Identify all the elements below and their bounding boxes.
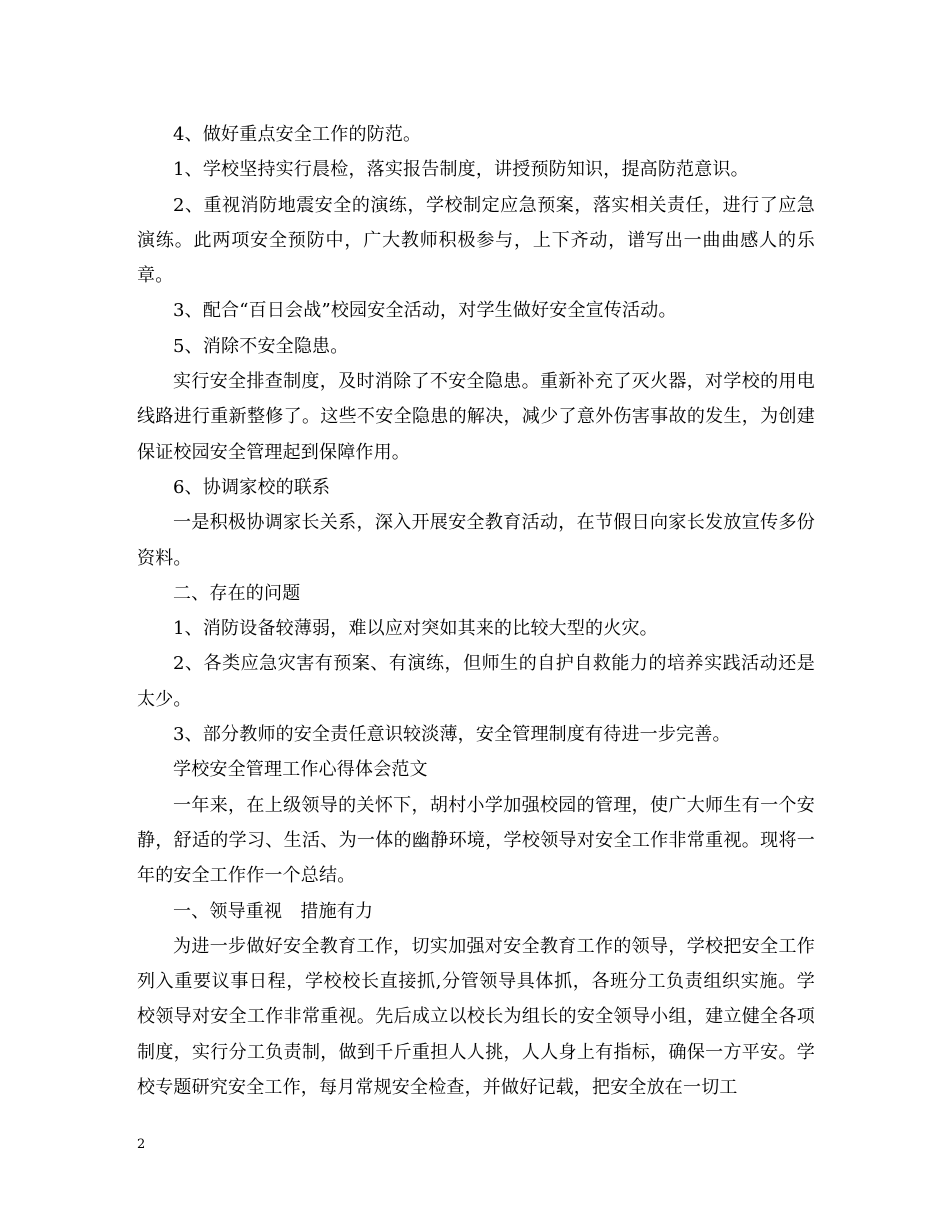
paragraph: 为进一步做好安全教育工作，切实加强对安全教育工作的领导，学校把安全工作列入重要议事日程，学校校长直接抓,分管领导具体抓，各班分工负责组织实施。学校领导对安全工作非常重视。先后成立以校长为组长的安全领导小组，建立健全各项制度，实行分工负责制，做到千斤重担人人挑，人人身上有指标，确保一方平安。学校专题研究安全工作，每月常规安全检查，并做好记载，把安全放在一切工 bbox=[137, 935, 815, 1099]
paragraph: 一是积极协调家长关系，深入开展安全教育活动，在节假日向家长发放宣传多份资料。 bbox=[137, 512, 815, 569]
paragraph: 2、各类应急灾害有预案、有演练，但师生的自护自救能力的培养实践活动还是太少。 bbox=[137, 653, 815, 710]
paragraph: 3、部分教师的安全责任意识较淡薄，安全管理制度有待进一步完善。 bbox=[173, 724, 731, 746]
paragraph: 6、协调家校的联系 bbox=[173, 476, 331, 498]
paragraph: 1、消防设备较薄弱，难以应对突如其来的比较大型的火灾。 bbox=[173, 618, 658, 640]
document-title: 学校安全管理工作心得体会范文 bbox=[173, 759, 428, 781]
paragraph: 2、重视消防地震安全的演练，学校制定应急预案，落实相关责任，进行了应急演练。此两项安全预防中，广大教师积极参与，上下齐动，谱写出一曲曲感人的乐章。 bbox=[137, 194, 815, 287]
paragraph: 1、学校坚持实行晨检，落实报告制度，讲授预防知识，提高防范意识。 bbox=[173, 159, 749, 181]
page-number: 2 bbox=[137, 1137, 146, 1152]
paragraph: 5、消除不安全隐患。 bbox=[173, 335, 349, 357]
paragraph: 3、配合“百日会战”校园安全活动，对学生做好安全宣传活动。 bbox=[173, 300, 677, 322]
section-heading: 一、领导重视 措施有力 bbox=[173, 900, 374, 922]
document-body bbox=[137, 117, 815, 1105]
section-heading: 二、存在的问题 bbox=[173, 582, 301, 604]
paragraph: 4、做好重点安全工作的防范。 bbox=[173, 124, 422, 145]
paragraph: 一年来，在上级领导的关怀下，胡村小学加强校园的管理，使广大师生有一个安静，舒适的学习、生活、为一体的幽静环境，学校领导对安全工作非常重视。现将一年的安全工作作一个总结。 bbox=[137, 794, 815, 887]
paragraph: 实行安全排查制度，及时消除了不安全隐患。重新补充了灭火器，对学校的用电线路进行重新整修了。这些不安全隐患的解决，减少了意外伤害事故的发生，为创建保证校园安全管理起到保障作用。 bbox=[137, 371, 815, 463]
